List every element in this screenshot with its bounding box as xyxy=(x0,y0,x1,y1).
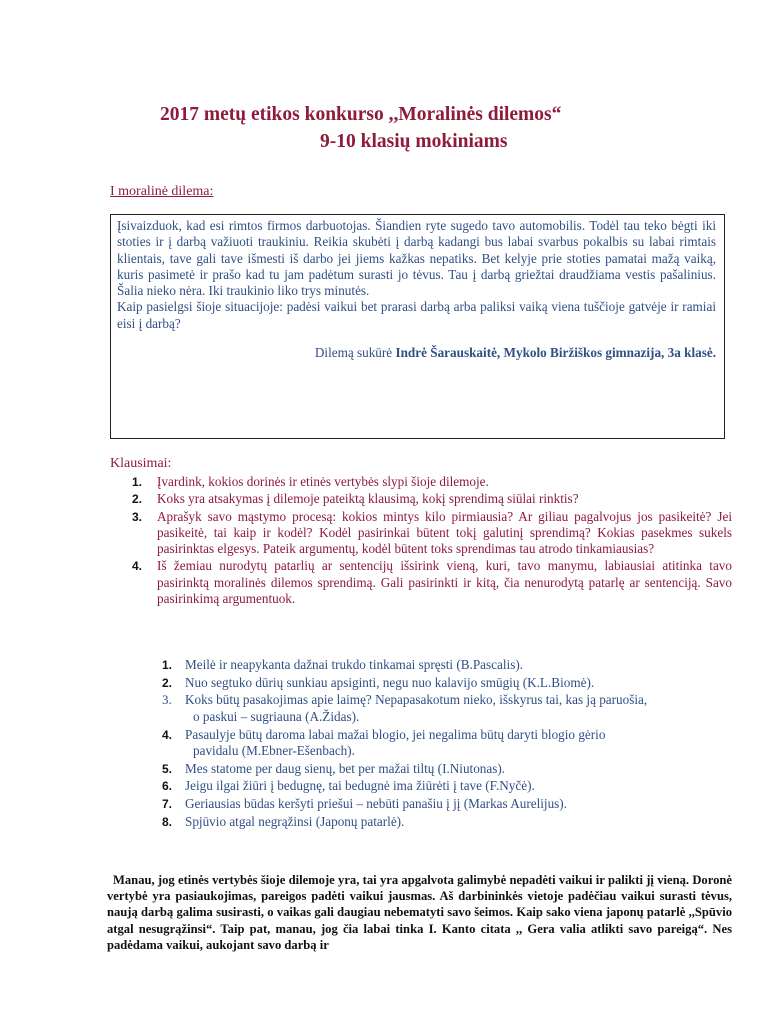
questions-heading: Klausimai: xyxy=(110,456,172,471)
dilemma-box xyxy=(110,214,725,439)
proverbs-list xyxy=(110,657,732,832)
proverb-number: 6. xyxy=(162,779,173,794)
essay-paragraph: Manau, jog etinės vertybės šioje dilemoje yra, tai yra apgalvota galimybė nepadėti vaikui ir palikti jį vieną. Doronė vertybė yra pasiaukojimas, pareigos padėti vaikui jausmas. Aš darbininkės vietoje padėčiau vaikui surasti tėvus, naują darbą galima susirasti, o vaikas gali daugiau nebematyti savo šeimos. Kaip sako viena japonų patarlė ,,Spūvio atgal nesugrąžinsi“. Taip pat, manau, jog čia labai tinka I. Kanto citata ,, Gera valia atlikti savo pareigą“. Nes padėdama vaikui, aukojant savo darbą ir xyxy=(107,873,732,952)
proverb-item xyxy=(110,692,732,725)
proverb-item xyxy=(110,727,732,760)
list-item-number: 1. xyxy=(132,475,143,489)
list-item-text: Koks yra atsakymas į dilemoje pateiktą klausimą, kokį sprendimą siūlai rinktis? xyxy=(157,491,579,507)
list-item-number: 4. xyxy=(132,559,143,574)
proverb-item xyxy=(110,761,732,778)
proverb-number: 1. xyxy=(162,658,173,672)
document-subtitle: 9-10 klasių mokiniams xyxy=(320,131,508,152)
proverb-text: Geriausias būdas keršyti priešui – nebūti panašiu į jį (Markas Aurelijus). xyxy=(185,796,567,812)
proverb-text: Meilė ir neapykanta dažnai trukdo tinkamai spręsti (B.Pascalis). xyxy=(185,657,524,672)
proverb-item xyxy=(110,814,732,831)
list-item-number: 3. xyxy=(132,509,143,524)
proverb-number: 2. xyxy=(162,675,173,690)
list-item-number: 2. xyxy=(132,492,143,507)
proverb-number: 3. xyxy=(162,692,172,708)
credit-author: Indrė Šarauskaitė, Mykolo Biržiškos gimnazija, 3a klasė. xyxy=(395,345,716,361)
list-item xyxy=(110,491,732,507)
proverb-text: Koks būtų pasakojimas apie laimę? Nepapasakotum nieko, išskyrus tai, kas ją paruošia, xyxy=(185,692,648,708)
proverb-number: 8. xyxy=(162,814,173,829)
proverb-text: Spjūvio atgal negrąžinsi (Japonų patarlė). xyxy=(185,813,405,829)
proverb-text: Jeigu ilgai žiūri į bedugnę, tai bedugnė ima žiūrėti į tave (F.Nyčė). xyxy=(185,778,535,794)
document-title: 2017 metų etikos konkurso ,,Moralinės dilemos“ xyxy=(160,104,562,125)
list-item xyxy=(110,474,732,490)
proverb-text: Mes statome per daug sienų, bet per mažai tiltų (I.Niutonas). xyxy=(185,760,506,776)
proverb-item xyxy=(110,796,732,813)
proverb-item xyxy=(110,657,732,674)
questions-list xyxy=(110,474,732,608)
proverb-number: 7. xyxy=(162,797,173,812)
list-item xyxy=(110,558,732,607)
proverb-number: 4. xyxy=(162,727,173,742)
proverb-item xyxy=(110,675,732,692)
proverb-text: Nuo segtuko dūrių sunkiau apsiginti, negu nuo kalavijo smūgių (K.L.Biomė). xyxy=(185,674,595,690)
proverb-item xyxy=(110,778,732,795)
list-item-text: Iš žemiau nurodytų patarlių ar sentencijų išsirink vieną, kuri, tavo manymu, labiausiai atitinka tavo pasirinktą moralinės dilemos sprendimą. Gali pasirinkti ir kitą, čia nenurodytą patarlę ar sentenciją. Savo pasirinkimą argumentuok. xyxy=(157,558,732,607)
list-item-text: Įvardink, kokios dorinės ir etinės vertybės slypi šioje dilemoje. xyxy=(157,474,489,489)
proverb-text-continued: o paskui – sugriauna (A.Židas). xyxy=(193,708,360,724)
credit-prefix: Dilemą sukūrė xyxy=(314,345,396,361)
proverb-text: Pasaulyje būtų daroma labai mažai blogio, jei negalima būtų daryti blogio gėrio xyxy=(185,726,606,742)
proverb-text-continued: pavidalu (M.Ebner-Ešenbach). xyxy=(193,743,355,759)
proverb-number: 5. xyxy=(162,761,173,776)
list-item-text: Aprašyk savo mąstymo procesą: kokios mintys kilo pirmiausia? Ar giliau pagalvojus jos pasikeitė? Jei pasikeitė, tai kaip ir kodėl? Kodėl pasirinkai būtent tokį galutinį sprendimą? Kokias pasekmes sukels pasirinktas elgesys. Pateik argumentų, kodėl būtent toks sprendimas tau atrodo tinkamiausias? xyxy=(157,508,732,557)
dilemma-text: Įsivaizduok, kad esi rimtos firmos darbuotojas. Šiandien ryte sugedo tavo automobilis. Todėl tau teko bėgti iki stoties ir į darbą važiuoti traukiniu. Reikia skubėti į darbą kadangi bus labai svarbus pokalbis su labai rimtais klientais, tave gali tave išmesti iš darbo jei jiems kažkas nepatiks. Bet kelyje prie stoties pamatai mažą vaiką, kuris pasimetė ir prašo kad tu jam padėtum surasti jo tėvus. Tau į darbą griežtai draudžiama vestis pašalinius. Šalia nieko nėra. Iki traukinio liko trys minutės. xyxy=(117,218,716,299)
dilemma-credit xyxy=(117,345,716,361)
dilemma-heading: I moralinė dilema: xyxy=(110,184,214,199)
dilemma-question: Kaip pasielgsi šioje situacijoje: padėsi vaikui bet prarasi darbą arba paliksi vaiką viena tuščioje gatvėje ir ramiai eisi į darbą? xyxy=(117,299,716,331)
list-item xyxy=(110,509,732,558)
